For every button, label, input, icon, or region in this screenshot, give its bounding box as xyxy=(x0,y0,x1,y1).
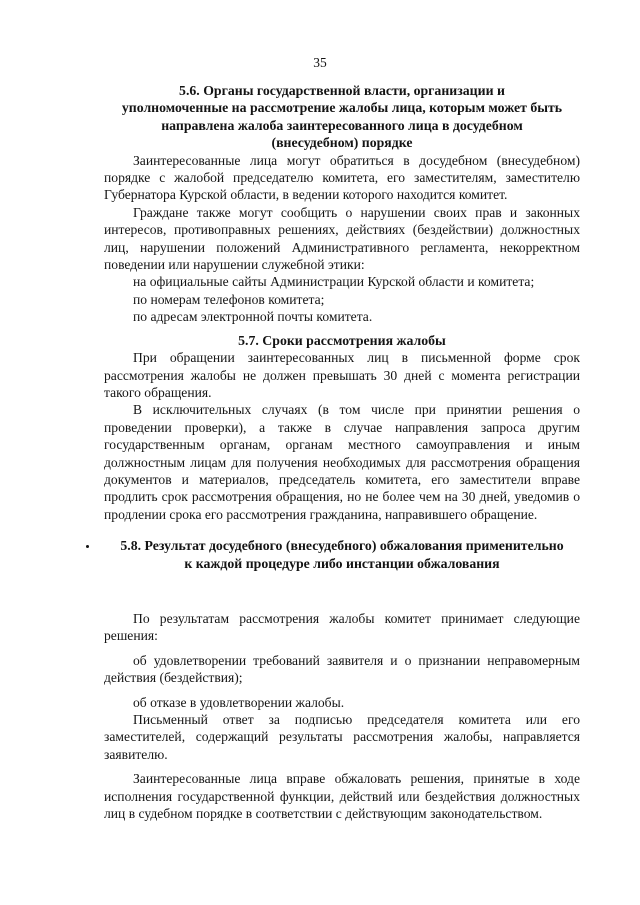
page-number: 35 xyxy=(313,55,327,70)
section-5-8-paragraph-5: Заинтересованные лица вправе обжаловать решения, принятые в ходе исполнения государственной функции, действий или бездействия должностных лиц в судебном порядке в соответствии с действующим законодательством. xyxy=(104,771,580,822)
stray-dot-mark xyxy=(86,545,89,548)
section-5-6-list-item-3: по адресам электронной почты комитета. xyxy=(133,309,373,325)
section-5-6-paragraph-1: Заинтересованные лица могут обратиться в досудебном (внесудебном) порядке с жалобой председателю комитета, его заместителям, заместителю Губернатора Курской области, в ведении которого находится комитет. xyxy=(104,152,580,203)
section-5-7 xyxy=(104,332,580,523)
section-5-7-title: 5.7. Сроки рассмотрения жалобы xyxy=(238,332,446,348)
section-5-8-paragraph-1: По результатам рассмотрения жалобы комитет принимает следующие решения: xyxy=(104,610,580,644)
section-5-8-title-line-2: к каждой процедуре либо инстанции обжалования xyxy=(184,555,500,571)
section-5-6-title-line-2: уполномоченные на рассмотрение жалобы лица, которым может быть xyxy=(121,100,563,116)
section-5-8-paragraph-2: об удовлетворении требований заявителя и о признании неправомерным действия (бездействия); xyxy=(104,652,580,686)
spacer xyxy=(104,572,580,610)
section-5-6-title-line-3: направлена жалоба заинтересованного лица в досудебном xyxy=(161,117,523,133)
section-5-6-list-item-1: на официальные сайты Администрации Курской области и комитета; xyxy=(133,274,535,290)
section-5-8-body xyxy=(104,610,580,822)
section-5-8-paragraph-3: об отказе в удовлетворении жалобы. xyxy=(133,694,345,710)
section-5-6-paragraph-2: Граждане также могут сообщить о нарушении своих прав и законных интересов, противоправных решениях, действиях (бездействии) должностных лиц, нарушении положений Административного регламента, некорректном поведении или нарушении служебной этики: xyxy=(104,204,580,273)
section-5-8-title-line-1-text: 5.8. Результат досудебного (внесудебного) обжалования применительно xyxy=(120,538,564,554)
section-5-6-list-item-2: по номерам телефонов комитета; xyxy=(133,291,325,307)
page-content xyxy=(104,82,580,829)
section-5-6-title-line-4: (внесудебном) порядке xyxy=(271,135,413,151)
section-5-6 xyxy=(104,82,580,326)
section-5-8-paragraph-4: Письменный ответ за подписью председателя комитета или его заместителей, содержащий результаты рассмотрения жалобы, направляется заявителю. xyxy=(104,712,580,762)
section-5-8 xyxy=(104,537,580,822)
section-5-8-title-line-1 xyxy=(104,537,580,554)
section-5-6-title-line-1: 5.6. Органы государственной власти, организации и xyxy=(179,83,505,98)
section-5-7-paragraph-2: В исключительных случаях (в том числе при принятии решения о проведении проверки), а также в случае направления запроса другим государственным органам, органам местного самоуправления и иным должностным лицам для получения необходимых для рассмотрения обращения документов и материалов, председатель комитета, его заместители вправе продлить срок рассмотрения обращения, но не более чем на 30 дней, уведомив о продлении срока его рассмотрения гражданина, направившего обращение. xyxy=(104,402,580,522)
section-5-7-paragraph-1: При обращении заинтересованных лиц в письменной форме срок рассмотрения жалобы не должен превышать 30 дней с момента регистрации такого обращения. xyxy=(104,350,580,400)
